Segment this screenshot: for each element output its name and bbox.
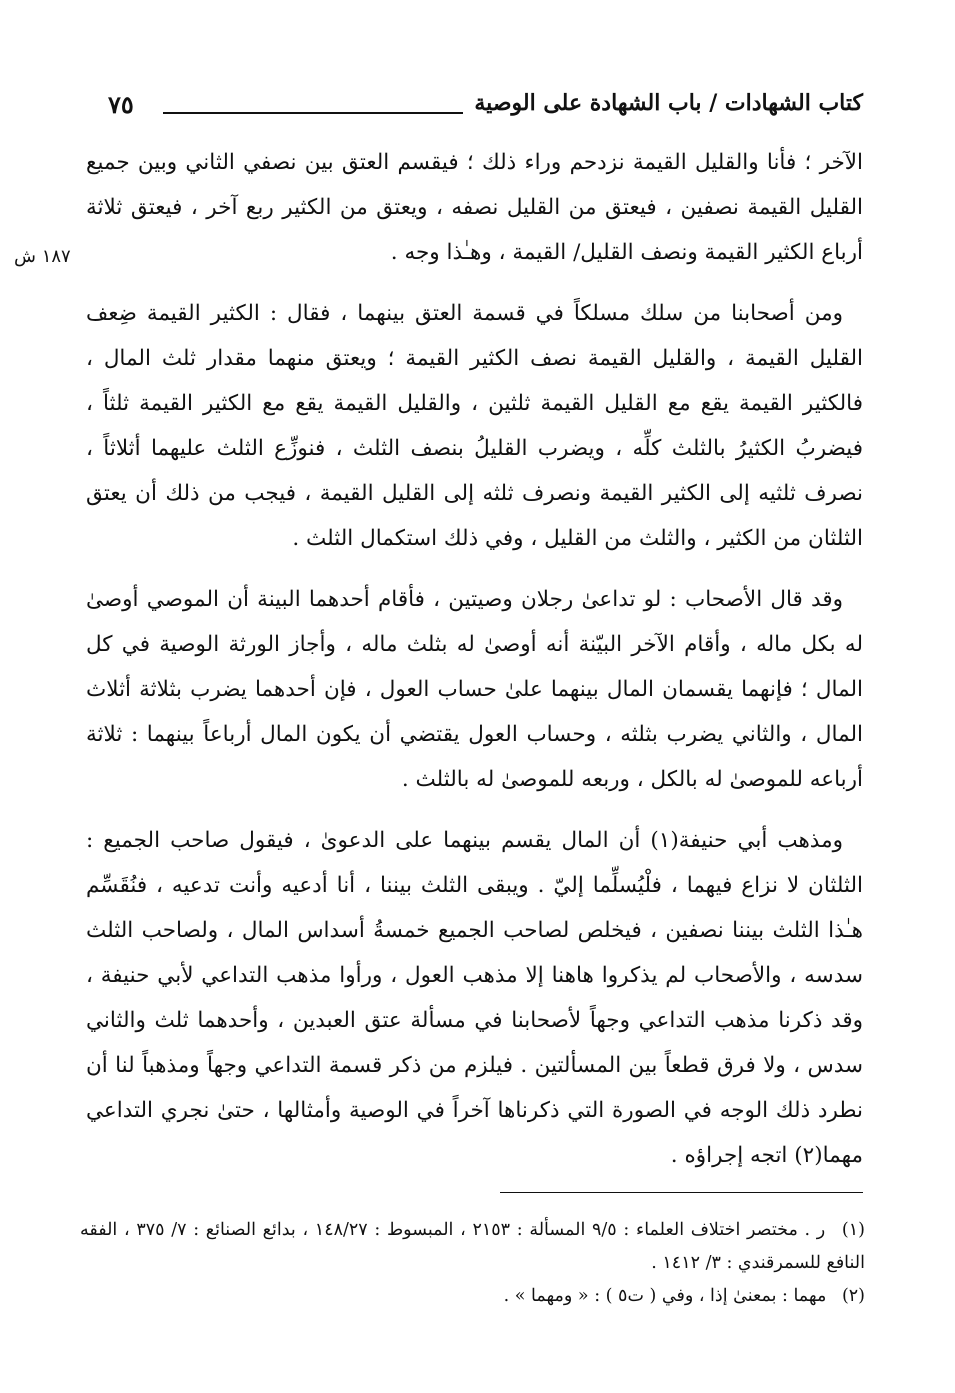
paragraph: الآخر ؛ فأنا والقليل القيمة نزدحم وراء ذلك ؛ فيقسم العتق بين نصفي الثاني وبين جميع القليل القيمة نصفين ، فيعتق من القليل نصفه ، ويعتق من الكثير ربع آخر ، فيعتق ثلاثة أرباع الكثير القيمة ونصف القليل/ القيمة ، وهـٰذا وجه . <box>86 150 863 265</box>
body-text <box>86 140 863 1194</box>
paragraph: ومن أصحابنا من سلك مسلكاً في قسمة العتق بينهما ، فقال : الكثير القيمة ضِعف القليل القيمة ، والقليل القيمة نصف الكثير القيمة ؛ ويعتق منهما مقدار ثلث المال ، فالكثير القيمة يقع مع القليل القيمة ثلثين ، والقليل القيمة يقع مع الكثير القيمة ثلثاً ، فيضربُ الكثيرُ بالثلث كلِّه ، ويضرب القليلُ بنصف الثلث ، فنوزِّع الثلث عليهما أثلاثاً ، نصرف ثلثيه إلى الكثير القيمة ونصرف ثلثه إلى القليل القيمة ، فيجب من ذلك أن يعتق الثلثان من الكثير ، والثلث من القليل ، وفي ذلك استكمال الثلث . <box>86 301 863 551</box>
header-rule <box>163 112 463 114</box>
page-number: ٧٥ <box>108 90 134 119</box>
footnote-separator <box>500 1192 863 1193</box>
paragraph: وقد قال الأصحاب : لو تداعىٰ رجلان وصيتين ، فأقام أحدهما البينة أن الموصي أوصىٰ له بكل ماله ، وأقام الآخر البيّنة أنه أوصىٰ له بثلث ماله ، وأجاز الورثة الوصية في كل المال ؛ فإنهما يقسمان المال بينهما علىٰ حساب العول ، فإن أحدهما يضرب بثلاثة أثلاث المال ، والثاني يضرب بثلثه ، وحساب العول يقتضي أن يكون المال أرباعاً بينهما : ثلاثة أرباعه للموصىٰ له بالكل ، وربعه للموصىٰ له بالثلث . <box>86 587 863 792</box>
footnote <box>80 1214 865 1280</box>
footnote-number: (١) <box>841 1220 865 1240</box>
footnote <box>80 1280 865 1313</box>
footnote-text: ر . مختصر اختلاف العلماء : ٩/٥ المسألة : ٢١٥٣ ، المبسوط : ١٤٨/٢٧ ، بدائع الصنائع : ٧/ ٣٧٥ ، الفقه النافع للسمرقندي : ٣/ ١٤١٢ . <box>80 1220 865 1273</box>
margin-note: ١٨٧ ش <box>14 246 71 267</box>
page-header <box>108 88 863 128</box>
running-title: كتاب الشهادات / باب الشهادة على الوصية <box>474 90 863 116</box>
paragraph: ومذهب أبي حنيفة(١) أن المال يقسم بينهما على الدعوىٰ ، فيقول صاحب الجميع : الثلثان لا نزاع فيهما ، فلْيُسلِّما إليّ . ويبقى الثلث بيننا ، أنا أدعيه وأنت تدعيه ، فنُقَسِّم هـٰذا الثلث بيننا نصفين ، فيخلص لصاحب الجميع خمسةُ أسداس المال ، ولصاحب الثلث سدسه ، والأصحاب لم يذكروا هاهنا إلا مذهب العول ، ورأوا مذهب التداعي لأبي حنيفة ، وقد ذكرنا مذهب التداعي وجهاً لأصحابنا في مسألة عتق العبدين ، وأحدهما ثلث والثاني سدس ، ولا فرق قطعاً بين المسألتين . فيلزم من ذكر قسمة التداعي وجهاً ومذهباً لنا أن نطرد ذلك الوجه في الصورة التي ذكرناها آخراً في الوصية وأمثالها ، حتىٰ نجري التداعي مهما(٢) اتجه إجراؤه . <box>86 828 863 1168</box>
footnote-text: مهما : بمعنىٰ إذا ، وفي ( ت٥ ) : « ومهما » . <box>503 1286 827 1306</box>
footnotes <box>80 1214 865 1313</box>
footnote-number: (٢) <box>841 1286 865 1306</box>
